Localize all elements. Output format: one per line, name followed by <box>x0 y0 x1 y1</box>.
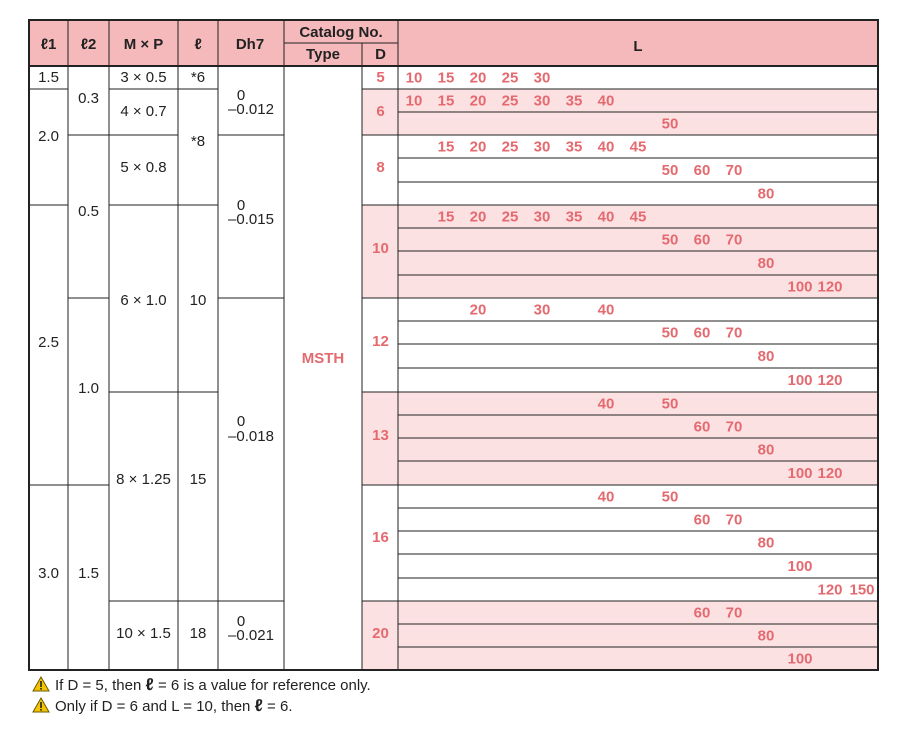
mp-value: 5 × 0.8 <box>120 159 167 176</box>
footnote-text: Only if D = 6 and L = 10, then <box>55 698 255 715</box>
l-value: 30 <box>533 208 551 226</box>
l-value: *8 <box>190 133 206 150</box>
l-value: 60 <box>693 511 711 529</box>
l-value: 25 <box>501 92 519 110</box>
l-value: 15 <box>437 138 455 156</box>
warning-icon <box>33 677 49 691</box>
l-value: 30 <box>533 69 551 87</box>
l-value: 80 <box>757 534 775 552</box>
l-value: 40 <box>597 395 615 413</box>
l-value: 80 <box>757 441 775 459</box>
dh7-upper: 0 <box>236 413 246 430</box>
l-value: 120 <box>817 581 843 599</box>
l-value: 25 <box>501 138 519 156</box>
l-value: 70 <box>725 511 743 529</box>
l-value: 100 <box>787 465 813 482</box>
footnote-text: If D = 5, then <box>55 677 146 694</box>
mp-value: 6 × 1.0 <box>120 292 167 309</box>
dh7-lower: –0.015 <box>228 211 274 228</box>
l-value: 50 <box>661 395 679 413</box>
dh7-lower: –0.012 <box>228 101 274 118</box>
header-L: L <box>633 38 643 55</box>
l-value: 60 <box>693 162 711 179</box>
l-value: 100 <box>787 372 813 389</box>
l-value: 18 <box>189 625 207 642</box>
l-value: 45 <box>629 208 647 226</box>
l-value: 50 <box>661 162 679 179</box>
l-value: 20 <box>469 138 487 156</box>
dh7-lower: –0.021 <box>228 627 274 644</box>
l-value: 15 <box>437 208 455 226</box>
l-value: 80 <box>757 348 775 365</box>
l-value: 40 <box>597 138 615 156</box>
l-value: 10 <box>405 92 423 110</box>
pink-row-band <box>362 112 878 135</box>
l-value: 50 <box>661 324 679 342</box>
mp-value: 8 × 1.25 <box>116 471 171 488</box>
l-value: 45 <box>629 138 647 156</box>
header-mp: M × P <box>123 36 164 53</box>
l-value: 15 <box>437 69 455 87</box>
l-value: 50 <box>661 488 679 506</box>
mp-value: 4 × 0.7 <box>120 103 167 120</box>
dh7-upper: 0 <box>236 613 246 630</box>
d-value: 5 <box>376 69 385 86</box>
type-value: MSTH <box>301 350 345 367</box>
l-value: 100 <box>787 278 813 296</box>
footnote-text: = 6. <box>262 698 293 715</box>
footnote-2 <box>33 696 293 715</box>
mp-value: 10 × 1.5 <box>116 625 171 642</box>
l-value: 20 <box>469 92 487 110</box>
l-value: 100 <box>787 558 813 575</box>
d-value: 6 <box>376 103 385 120</box>
l-value: 80 <box>757 185 775 203</box>
d-value: 12 <box>372 333 389 350</box>
footnote-1 <box>33 675 371 694</box>
l-value: 50 <box>661 231 679 249</box>
l-value: 35 <box>565 208 583 226</box>
svg-text:If D = 5, then ℓ = 6 is a valu <box>55 675 371 694</box>
l-value: 60 <box>693 604 711 622</box>
l-value: 100 <box>787 650 813 668</box>
dh7-upper: 0 <box>236 87 246 104</box>
pink-row-band <box>362 601 878 624</box>
l-value: 40 <box>597 301 615 319</box>
l-value: 15 <box>189 471 207 488</box>
l-value: 50 <box>661 115 679 133</box>
l-value: 10 <box>405 69 423 87</box>
l-value: 30 <box>533 301 551 319</box>
d-value: 10 <box>372 240 389 257</box>
l-value: 20 <box>469 69 487 87</box>
pink-row-band <box>362 228 878 251</box>
l-value: 80 <box>757 627 775 645</box>
l-value: 60 <box>693 324 711 342</box>
dh7-upper: 0 <box>236 197 246 214</box>
l-value: *6 <box>190 69 206 86</box>
l2-value: 1.0 <box>78 380 99 397</box>
l-value: 35 <box>565 92 583 110</box>
d-value: 8 <box>376 159 385 176</box>
l1-value: 2.5 <box>38 334 59 351</box>
l-value: 35 <box>565 138 583 156</box>
l-value: 70 <box>725 324 743 342</box>
l-value: 25 <box>501 208 519 226</box>
l-value: 10 <box>189 292 207 309</box>
pink-row-band <box>362 624 878 647</box>
l-value: 60 <box>693 418 711 436</box>
l-value: 70 <box>725 418 743 436</box>
l-value: 120 <box>817 278 843 296</box>
header-l: ℓ <box>194 36 202 53</box>
l1-value: 1.5 <box>38 69 59 86</box>
header-l2: ℓ2 <box>80 36 97 53</box>
d-value: 20 <box>372 625 389 642</box>
l-value: 30 <box>533 138 551 156</box>
header-d: D <box>375 46 386 63</box>
pink-row-band <box>362 415 878 438</box>
footnote-ell-symbol: ℓ <box>145 675 154 694</box>
l-value: 20 <box>469 208 487 226</box>
l-value: 70 <box>725 231 743 249</box>
mp-value: 3 × 0.5 <box>120 69 167 86</box>
svg-text:Only if D = 6 and L = 10, then <box>55 696 293 715</box>
l2-value: 0.5 <box>78 203 99 220</box>
header-l1: ℓ1 <box>40 36 57 53</box>
l-value: 15 <box>437 92 455 110</box>
l-value: 25 <box>501 69 519 87</box>
l-value: 120 <box>817 465 843 482</box>
l-value: 20 <box>469 301 487 319</box>
l-value: 70 <box>725 162 743 179</box>
l-value: 40 <box>597 92 615 110</box>
header-dh7: Dh7 <box>235 36 265 53</box>
d-value: 16 <box>372 529 389 546</box>
dh7-lower: –0.018 <box>228 428 274 445</box>
pink-row-band <box>362 392 878 415</box>
l1-value: 2.0 <box>38 128 59 145</box>
l-value: 120 <box>817 372 843 389</box>
pink-row-band <box>362 438 878 461</box>
l-value: 40 <box>597 208 615 226</box>
l1-value: 3.0 <box>38 565 59 582</box>
l-value: 60 <box>693 231 711 249</box>
footnote-ell-symbol: ℓ <box>254 696 263 715</box>
l-value: 30 <box>533 92 551 110</box>
header-catalog-no: Catalog No. <box>299 24 383 41</box>
pink-row-band <box>362 251 878 275</box>
footnote-text: = 6 is a value for reference only. <box>153 677 371 694</box>
warning-icon <box>33 698 49 712</box>
l2-value: 1.5 <box>78 565 99 582</box>
l-value: 70 <box>725 604 743 622</box>
d-value: 13 <box>372 427 389 444</box>
l-value: 150 <box>849 581 875 599</box>
l-value: 40 <box>597 488 615 506</box>
header-type: Type <box>306 46 340 63</box>
l2-value: 0.3 <box>78 90 99 107</box>
l-value: 80 <box>757 255 775 272</box>
